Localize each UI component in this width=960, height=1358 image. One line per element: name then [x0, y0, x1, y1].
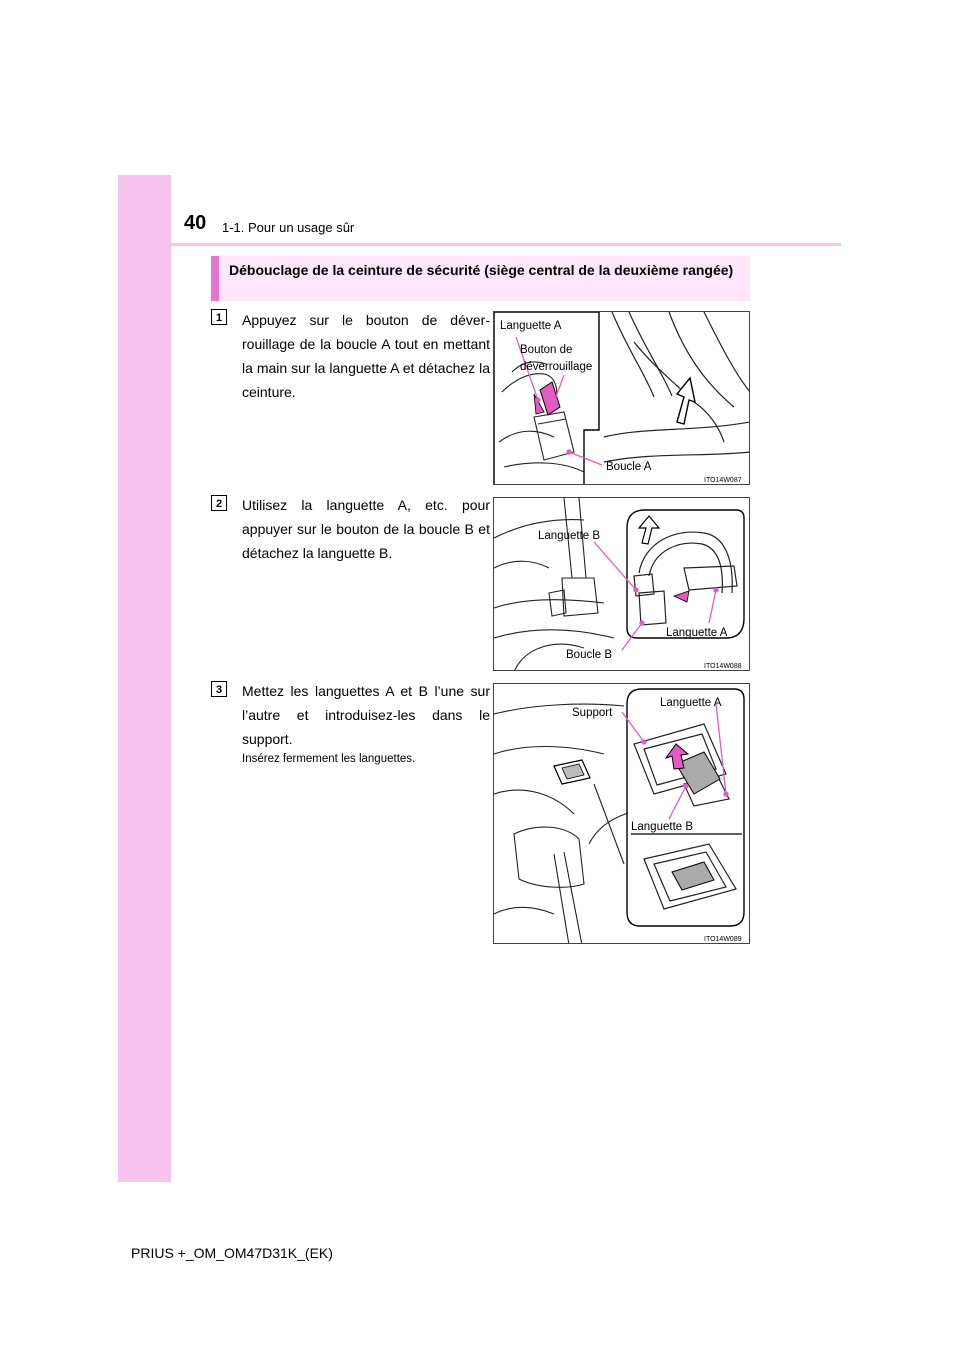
header-rule: [171, 243, 841, 246]
side-band: [118, 175, 171, 1182]
step-1-text: Appuyez sur le bouton de déver-rouillage de la boucle A tout en mettant la main sur la languette A et détachez la ceinture.: [242, 312, 490, 400]
fig2-label-boucle-b: Boucle B: [566, 649, 613, 661]
fig1-label-boucle-a: Boucle A: [606, 461, 652, 473]
figure-3: [493, 683, 750, 944]
fig2-label-languette-b: Languette B: [538, 530, 601, 542]
footer-document-code: PRIUS +_OM_OM47D31K_(EK): [131, 1245, 333, 1261]
step-3-note: Insérez fermement les languettes.: [242, 753, 416, 765]
step-1-badge: 1: [211, 309, 227, 325]
page-number: 40: [184, 212, 207, 234]
fig3-code: ITO14W089: [704, 936, 742, 943]
fig1-code: ITO14W087: [704, 477, 742, 484]
step-2-text: Utilisez la languette A, etc. pour appuyer sur le bouton de la boucle B et détachez la languette B.: [242, 497, 490, 561]
figure-1: [493, 311, 750, 485]
fig1-label-deverrouillage: déverrouillage: [520, 361, 593, 373]
fig3-label-languette-a: Languette A: [660, 697, 722, 709]
figure-2: [493, 497, 750, 671]
step-3-text: Mettez les languettes A et B l’une sur l’autre et introduisez-les dans le support.: [242, 683, 490, 747]
step-2-badge: 2: [211, 495, 227, 511]
fig2-code: ITO14W088: [704, 663, 742, 670]
step-3-badge: 3: [211, 681, 227, 697]
fig3-label-support: Support: [572, 707, 613, 719]
fig2-label-languette-a: Languette A: [666, 627, 728, 639]
fig1-label-bouton: Bouton de: [520, 344, 573, 356]
section-title: Débouclage de la ceinture de sécurité (siège central de la deuxième rangée): [211, 256, 750, 301]
fig3-label-languette-b: Languette B: [631, 821, 694, 833]
chapter-title: 1-1. Pour un usage sûr: [222, 220, 355, 235]
fig1-label-languette-a: Languette A: [500, 320, 562, 332]
